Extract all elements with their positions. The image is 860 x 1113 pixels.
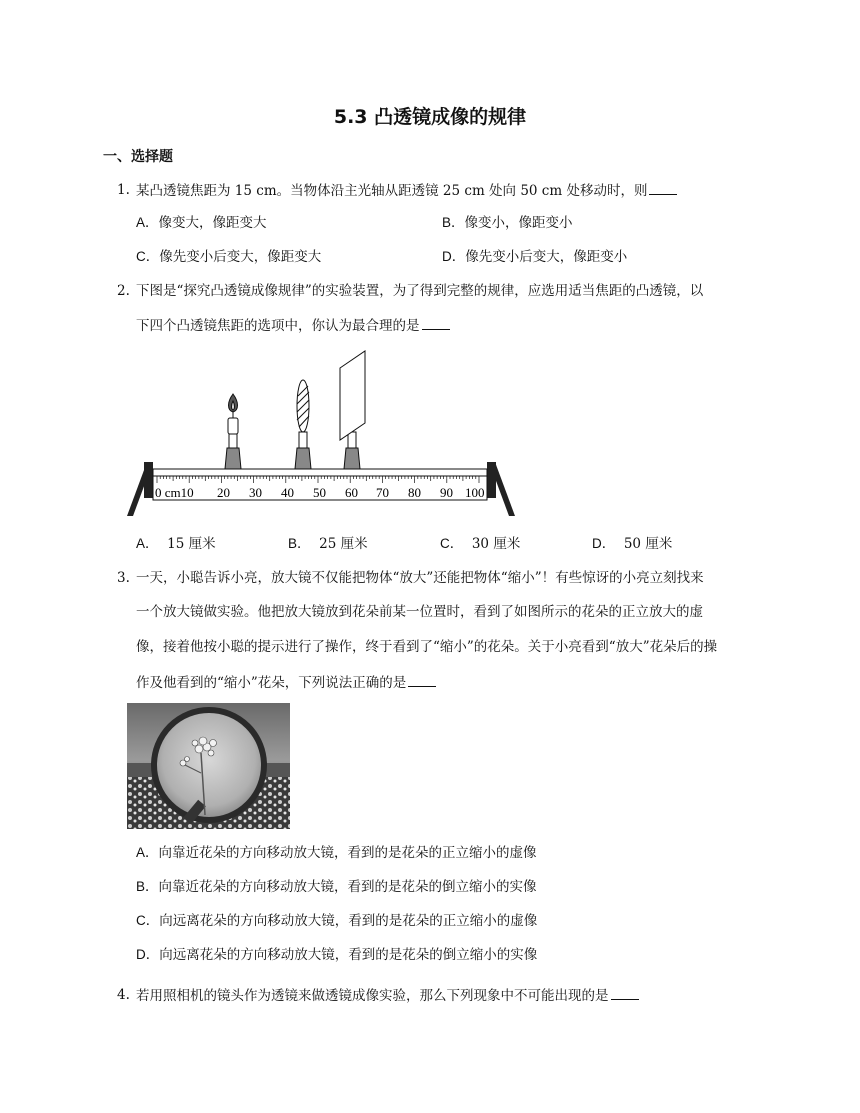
answer-blank (611, 985, 639, 1000)
ruler-label: 80 (408, 485, 421, 500)
page-title: 5.3 凸透镜成像的规律 (333, 106, 527, 128)
question-number: 2. (117, 283, 130, 299)
left-end-block (144, 462, 153, 498)
option-a: A．像变大，像距变大 (136, 215, 267, 231)
ruler-label: 70 (376, 485, 389, 500)
option-a: A．向靠近花朵的方向移动放大镜，看到的是花朵的正立缩小的虚像 (136, 845, 537, 861)
option-d: D．向远离花朵的方向移动放大镜，看到的是花朵的倒立缩小的实像 (136, 947, 538, 963)
answer-blank (408, 672, 436, 687)
section-heading: 一、选择题 (103, 149, 173, 165)
option-b: B．像变小，像距变小 (442, 215, 573, 231)
option-d: D． 50 厘米 (592, 536, 673, 552)
optical-bench-figure (125, 348, 517, 520)
ruler-label: 60 (345, 485, 358, 500)
right-end-block (487, 462, 496, 498)
option-a: A． 15 厘米 (136, 536, 216, 552)
question-text: 若用照相机的镜头作为透镜来做透镜成像实验，那么下列现象中不可能出现的是 (136, 985, 639, 1006)
option-c: C． 30 厘米 (440, 536, 521, 552)
option-d: D．像先变小后变大，像距变小 (442, 249, 628, 265)
bench-bar (153, 469, 487, 476)
ruler-label: 30 (249, 485, 262, 500)
convex-lens (295, 380, 311, 469)
question-number: 3. (117, 570, 130, 586)
magnifier-lens (154, 710, 264, 820)
option-c: C．向远离花朵的方向移动放大镜，看到的是花朵的正立缩小的虚像 (136, 913, 538, 929)
light-screen (340, 351, 365, 469)
question-number: 4. (117, 987, 130, 1003)
candle (225, 394, 241, 469)
question-text-line-1: 下图是“探究凸透镜成像规律”的实验装置，为了得到完整的规律，应选用适当焦距的凸透镜，以 (136, 283, 704, 299)
question-text: 某凸透镜焦距为 15 cm。当物体沿主光轴从距透镜 25 cm 处向 50 cm 处移动时，则 (136, 180, 677, 201)
ruler-label: 50 (313, 485, 326, 500)
question-text-line-3: 像，接着他按小聪的提示进行了操作，终于看到了“缩小”的花朵。关于小亮看到“放大”花朵后的操 (136, 639, 718, 655)
question-number: 1. (117, 182, 130, 198)
ruler-label: 20 (217, 485, 230, 500)
ruler-label: 40 (281, 485, 294, 500)
ruler-label: 0 cm10 (155, 485, 194, 500)
answer-blank (649, 180, 677, 195)
question-text-line-2: 一个放大镜做实验。他把放大镜放到花朵前某一位置时，看到了如图所示的花朵的正立放大的虚 (136, 604, 703, 620)
ruler-label: 100 (465, 485, 485, 500)
ruler-label: 90 (440, 485, 453, 500)
option-b: B． 25 厘米 (288, 536, 368, 552)
question-text-line-1: 一天，小聪告诉小亮，放大镜不仅能把物体“放大”还能把物体“缩小”！有些惊讶的小亮立刻找来 (136, 570, 704, 586)
answer-blank (422, 315, 450, 330)
question-text-line-2: 下四个凸透镜焦距的选项中，你认为最合理的是 (136, 315, 450, 336)
question-text-line-4: 作及他看到的“缩小”花朵，下列说法正确的是 (136, 672, 436, 693)
magnifier-photo (127, 703, 290, 829)
option-b: B．向靠近花朵的方向移动放大镜，看到的是花朵的倒立缩小的实像 (136, 879, 537, 895)
option-c: C．像先变小后变大，像距变大 (136, 249, 322, 265)
